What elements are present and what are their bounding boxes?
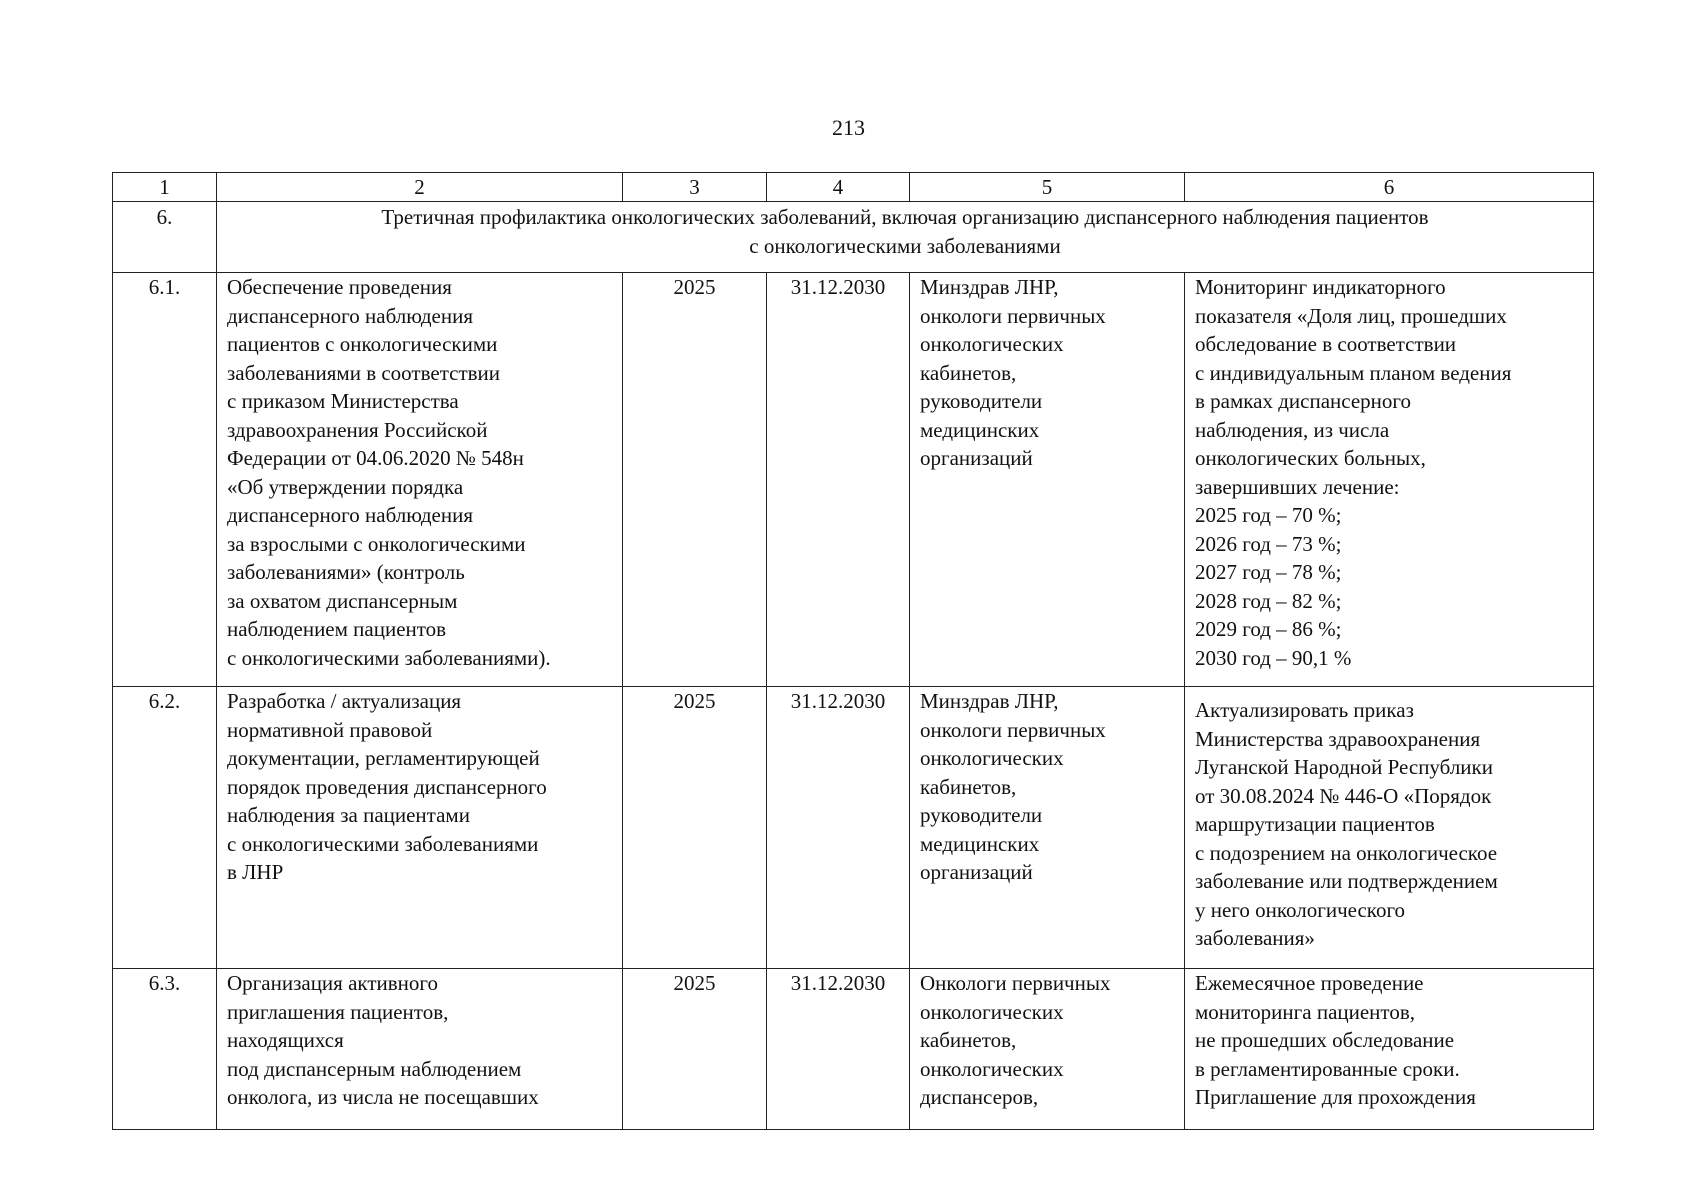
activity-cell: Организация активного приглашения пациентов, находящихся под диспансерным наблюдением онколога, из числа не посещавших — [217, 969, 623, 1130]
end-date-cell: 31.12.2030 — [767, 273, 910, 687]
section-number: 6. — [113, 202, 217, 273]
responsible-cell: Минздрав ЛНР, онкологи первичных онкологических кабинетов, руководители медицинских организаций — [910, 687, 1185, 969]
column-header-row — [113, 173, 1594, 202]
start-year-cell: 2025 — [623, 273, 767, 687]
measures-table — [112, 172, 1594, 1130]
table-row — [113, 687, 1594, 969]
section-row — [113, 202, 1594, 273]
row-number: 6.2. — [113, 687, 217, 969]
column-header: 6 — [1185, 173, 1594, 202]
result-cell: Мониторинг индикаторного показателя «Доля лиц, прошедших обследование в соответствии с индивидуальным планом ведения в рамках диспансерного наблюдения, из числа онкологических больных, завершивших лечение: 2025 год – 70 %; 2026 год – 73 %; 2027 год – 78 %; 2028 год – 82 %; 2029 год – 86 %; 2030 год – 90,1 % — [1185, 273, 1594, 687]
table-row — [113, 273, 1594, 687]
result-cell: Актуализировать приказ Министерства здравоохранения Луганской Народной Республики от 30.08.2024 № 446-О «Порядок маршрутизации пациентов с подозрением на онкологическое заболевание или подтверждением у него онкологического заболевания» — [1185, 687, 1594, 969]
start-year-cell: 2025 — [623, 687, 767, 969]
activity-cell: Разработка / актуализация нормативной правовой документации, регламентирующей порядок проведения диспансерного наблюдения за пациентами с онкологическими заболеваниями в ЛНР — [217, 687, 623, 969]
row-number: 6.3. — [113, 969, 217, 1130]
result-cell: Ежемесячное проведение мониторинга пациентов, не прошедших обследование в регламентированные сроки. Приглашение для прохождения — [1185, 969, 1594, 1130]
start-year-cell: 2025 — [623, 969, 767, 1130]
column-header: 3 — [623, 173, 767, 202]
column-header: 5 — [910, 173, 1185, 202]
row-number: 6.1. — [113, 273, 217, 687]
end-date-cell: 31.12.2030 — [767, 687, 910, 969]
end-date-cell: 31.12.2030 — [767, 969, 910, 1130]
column-header: 2 — [217, 173, 623, 202]
column-header: 1 — [113, 173, 217, 202]
activity-cell: Обеспечение проведения диспансерного наблюдения пациентов с онкологическими заболеваниями в соответствии с приказом Министерства здравоохранения Российской Федерации от 04.06.2020 № 548н «Об утверждении порядка диспансерного наблюдения за взрослыми с онкологическими заболеваниями» (контроль за охватом диспансерным наблюдением пациентов с онкологическими заболеваниями). — [217, 273, 623, 687]
page-number: 213 — [832, 115, 865, 140]
responsible-cell: Минздрав ЛНР, онкологи первичных онкологических кабинетов, руководители медицинских организаций — [910, 273, 1185, 687]
table-row — [113, 969, 1594, 1130]
column-header: 4 — [767, 173, 910, 202]
section-title: Третичная профилактика онкологических заболеваний, включая организацию диспансерного наблюдения пациентов с онкологическими заболеваниями — [217, 202, 1594, 273]
responsible-cell: Онкологи первичных онкологических кабинетов, онкологических диспансеров, — [910, 969, 1185, 1130]
